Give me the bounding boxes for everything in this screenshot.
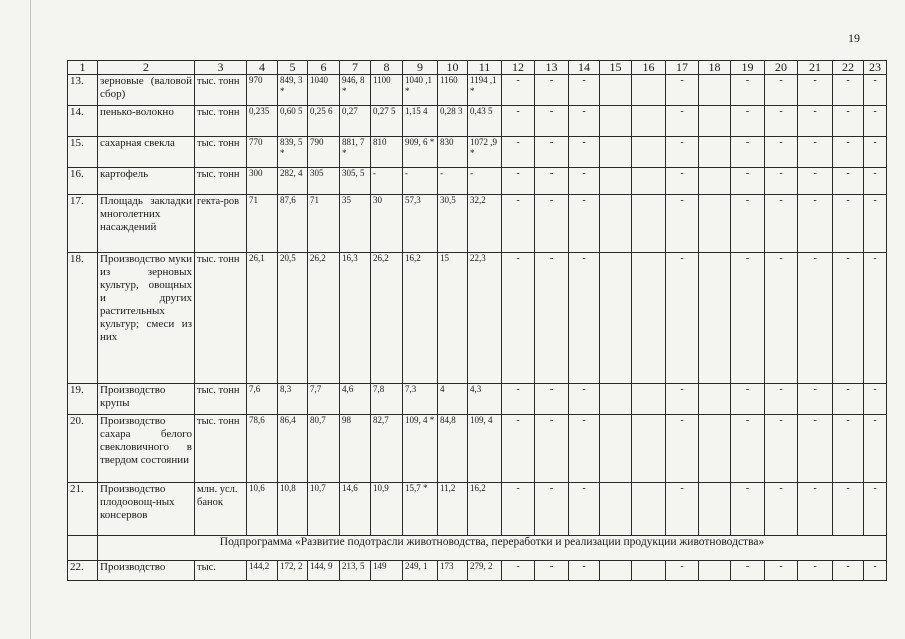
empty-value-cell bbox=[699, 253, 731, 384]
value-cell: 86,4 bbox=[278, 415, 308, 483]
empty-value-cell bbox=[699, 106, 731, 137]
row-index-cell: 19. bbox=[68, 384, 98, 415]
empty-value-cell: - bbox=[666, 106, 699, 137]
value-cell: 249, 1 bbox=[403, 561, 438, 581]
empty-value-cell: - bbox=[765, 195, 798, 253]
empty-value-cell: - bbox=[833, 483, 864, 536]
value-cell: 16,3 bbox=[340, 253, 371, 384]
value-cell: 770 bbox=[247, 137, 278, 168]
empty-value-cell bbox=[632, 75, 666, 106]
empty-value-cell bbox=[699, 384, 731, 415]
empty-value-cell: - bbox=[666, 253, 699, 384]
empty-value-cell: - bbox=[569, 137, 600, 168]
empty-value-cell: - bbox=[731, 137, 765, 168]
value-cell: 8,3 bbox=[278, 384, 308, 415]
value-cell: 1100 bbox=[371, 75, 403, 106]
value-cell: 970 bbox=[247, 75, 278, 106]
column-number-cell: 4 bbox=[247, 61, 278, 75]
value-cell: 300 bbox=[247, 168, 278, 195]
indicators-table bbox=[67, 60, 887, 581]
empty-value-cell bbox=[699, 483, 731, 536]
empty-value-cell: - bbox=[535, 384, 569, 415]
empty-value-cell: - bbox=[569, 195, 600, 253]
row-unit-cell: тыс. тонн bbox=[195, 384, 247, 415]
column-number-cell: 11 bbox=[468, 61, 502, 75]
row-index-cell: 17. bbox=[68, 195, 98, 253]
table-row bbox=[68, 137, 887, 168]
empty-value-cell: - bbox=[833, 561, 864, 581]
empty-value-cell: - bbox=[864, 137, 887, 168]
empty-value-cell: - bbox=[535, 195, 569, 253]
value-cell: 87,6 bbox=[278, 195, 308, 253]
empty-value-cell bbox=[632, 384, 666, 415]
value-cell: 839, 5 * bbox=[278, 137, 308, 168]
row-index-cell: 15. bbox=[68, 137, 98, 168]
row-name-cell: сахарная свекла bbox=[98, 137, 195, 168]
value-cell: 80,7 bbox=[308, 415, 340, 483]
value-cell: 10,9 bbox=[371, 483, 403, 536]
value-cell: 71 bbox=[308, 195, 340, 253]
value-cell: 830 bbox=[438, 137, 468, 168]
empty-value-cell: - bbox=[666, 137, 699, 168]
empty-value-cell: - bbox=[731, 106, 765, 137]
value-cell: 1040 ,1 * bbox=[403, 75, 438, 106]
empty-value-cell: - bbox=[731, 168, 765, 195]
column-number-row bbox=[68, 61, 887, 75]
row-name-cell: пенько-волокно bbox=[98, 106, 195, 137]
empty-value-cell: - bbox=[765, 384, 798, 415]
value-cell: 15,7 * bbox=[403, 483, 438, 536]
empty-value-cell: - bbox=[502, 168, 535, 195]
value-cell: 173 bbox=[438, 561, 468, 581]
row-name-cell: Площадь закладки многолетних насаждений bbox=[98, 195, 195, 253]
value-cell: 1040 bbox=[308, 75, 340, 106]
empty-value-cell: - bbox=[502, 137, 535, 168]
empty-value-cell bbox=[632, 168, 666, 195]
empty-value-cell: - bbox=[535, 483, 569, 536]
empty-value-cell: - bbox=[731, 253, 765, 384]
page-number: 19 bbox=[848, 31, 860, 45]
column-number-cell: 13 bbox=[535, 61, 569, 75]
empty-value-cell: - bbox=[569, 561, 600, 581]
empty-value-cell: - bbox=[798, 415, 833, 483]
binding-margin-line bbox=[30, 0, 31, 639]
row-name-cell: Производство крупы bbox=[98, 384, 195, 415]
column-number-cell: 2 bbox=[98, 61, 195, 75]
empty-value-cell: - bbox=[833, 415, 864, 483]
empty-value-cell: - bbox=[833, 253, 864, 384]
empty-value-cell: - bbox=[535, 253, 569, 384]
row-unit-cell: тыс. тонн bbox=[195, 415, 247, 483]
value-cell: 30 bbox=[371, 195, 403, 253]
column-number-cell: 19 bbox=[731, 61, 765, 75]
empty-value-cell bbox=[699, 75, 731, 106]
empty-value-cell bbox=[600, 75, 632, 106]
row-unit-cell: тыс. bbox=[195, 561, 247, 581]
subprogram-index-cell bbox=[68, 536, 98, 561]
value-cell: 14,6 bbox=[340, 483, 371, 536]
value-cell: 1072 ,9 * bbox=[468, 137, 502, 168]
value-cell: 109, 4 bbox=[468, 415, 502, 483]
value-cell: 30,5 bbox=[438, 195, 468, 253]
row-unit-cell: тыс. тонн bbox=[195, 137, 247, 168]
value-cell: 0,235 bbox=[247, 106, 278, 137]
empty-value-cell: - bbox=[535, 106, 569, 137]
empty-value-cell: - bbox=[833, 384, 864, 415]
table-row bbox=[68, 75, 887, 106]
value-cell: 16,2 bbox=[403, 253, 438, 384]
column-number-cell: 6 bbox=[308, 61, 340, 75]
value-cell: 35 bbox=[340, 195, 371, 253]
value-cell: 26,2 bbox=[308, 253, 340, 384]
empty-value-cell: - bbox=[666, 483, 699, 536]
column-number-cell: 18 bbox=[699, 61, 731, 75]
empty-value-cell: - bbox=[731, 561, 765, 581]
row-name-cell: зерновые (валовой сбор) bbox=[98, 75, 195, 106]
column-number-cell: 15 bbox=[600, 61, 632, 75]
empty-value-cell: - bbox=[502, 561, 535, 581]
row-index-cell: 20. bbox=[68, 415, 98, 483]
table-row bbox=[68, 384, 887, 415]
column-number-cell: 22 bbox=[833, 61, 864, 75]
empty-value-cell bbox=[699, 137, 731, 168]
empty-value-cell: - bbox=[731, 483, 765, 536]
empty-value-cell: - bbox=[798, 483, 833, 536]
value-cell: 10,6 bbox=[247, 483, 278, 536]
empty-value-cell: - bbox=[502, 253, 535, 384]
value-cell: 84,8 bbox=[438, 415, 468, 483]
empty-value-cell: - bbox=[765, 75, 798, 106]
empty-value-cell bbox=[632, 106, 666, 137]
empty-value-cell: - bbox=[765, 137, 798, 168]
row-unit-cell: тыс. тонн bbox=[195, 253, 247, 384]
row-unit-cell: тыс. тонн bbox=[195, 168, 247, 195]
empty-value-cell: - bbox=[765, 253, 798, 384]
value-cell: 1160 bbox=[438, 75, 468, 106]
empty-value-cell: - bbox=[864, 415, 887, 483]
empty-value-cell: - bbox=[535, 415, 569, 483]
column-number-cell: 23 bbox=[864, 61, 887, 75]
value-cell: 305, 5 bbox=[340, 168, 371, 195]
empty-value-cell: - bbox=[864, 106, 887, 137]
empty-value-cell: - bbox=[798, 384, 833, 415]
empty-value-cell: - bbox=[569, 75, 600, 106]
column-number-cell: 14 bbox=[569, 61, 600, 75]
empty-value-cell: - bbox=[864, 195, 887, 253]
column-number-cell: 5 bbox=[278, 61, 308, 75]
value-cell: 22,3 bbox=[468, 253, 502, 384]
value-cell: 109, 4 * bbox=[403, 415, 438, 483]
empty-value-cell bbox=[600, 168, 632, 195]
column-number-cell: 16 bbox=[632, 61, 666, 75]
column-number-cell: 9 bbox=[403, 61, 438, 75]
value-cell: 149 bbox=[371, 561, 403, 581]
empty-value-cell bbox=[632, 253, 666, 384]
empty-value-cell: - bbox=[765, 561, 798, 581]
empty-value-cell bbox=[600, 106, 632, 137]
value-cell: 1194 ,1 * bbox=[468, 75, 502, 106]
value-cell: - bbox=[468, 168, 502, 195]
value-cell: 172, 2 bbox=[278, 561, 308, 581]
empty-value-cell bbox=[600, 561, 632, 581]
row-index-cell: 16. bbox=[68, 168, 98, 195]
column-number-cell: 12 bbox=[502, 61, 535, 75]
empty-value-cell: - bbox=[798, 253, 833, 384]
row-name-cell: Производство сахара белого свекловичного в твердом состоянии bbox=[98, 415, 195, 483]
value-cell: 10,7 bbox=[308, 483, 340, 536]
empty-value-cell: - bbox=[765, 483, 798, 536]
empty-value-cell: - bbox=[731, 195, 765, 253]
empty-value-cell bbox=[632, 561, 666, 581]
empty-value-cell: - bbox=[666, 415, 699, 483]
column-number-cell: 17 bbox=[666, 61, 699, 75]
value-cell: 57,3 bbox=[403, 195, 438, 253]
empty-value-cell: - bbox=[833, 195, 864, 253]
empty-value-cell: - bbox=[502, 195, 535, 253]
row-unit-cell: тыс. тонн bbox=[195, 106, 247, 137]
empty-value-cell: - bbox=[798, 137, 833, 168]
empty-value-cell bbox=[699, 195, 731, 253]
empty-value-cell: - bbox=[765, 168, 798, 195]
row-index-cell: 13. bbox=[68, 75, 98, 106]
empty-value-cell bbox=[632, 415, 666, 483]
value-cell: 213, 5 bbox=[340, 561, 371, 581]
empty-value-cell: - bbox=[798, 75, 833, 106]
column-number-cell: 8 bbox=[371, 61, 403, 75]
value-cell: - bbox=[371, 168, 403, 195]
value-cell: 16,2 bbox=[468, 483, 502, 536]
value-cell: 810 bbox=[371, 137, 403, 168]
value-cell: 7,6 bbox=[247, 384, 278, 415]
column-number-cell: 3 bbox=[195, 61, 247, 75]
empty-value-cell: - bbox=[666, 384, 699, 415]
column-number-cell: 1 bbox=[68, 61, 98, 75]
value-cell: 305 bbox=[308, 168, 340, 195]
empty-value-cell: - bbox=[864, 561, 887, 581]
empty-value-cell: - bbox=[502, 384, 535, 415]
row-index-cell: 14. bbox=[68, 106, 98, 137]
subprogram-row bbox=[68, 536, 887, 561]
empty-value-cell: - bbox=[569, 384, 600, 415]
value-cell: 98 bbox=[340, 415, 371, 483]
value-cell: 0,27 5 bbox=[371, 106, 403, 137]
value-cell: 1,15 4 bbox=[403, 106, 438, 137]
empty-value-cell: - bbox=[666, 195, 699, 253]
empty-value-cell bbox=[600, 384, 632, 415]
table-row bbox=[68, 561, 887, 581]
empty-value-cell bbox=[600, 483, 632, 536]
empty-value-cell: - bbox=[864, 384, 887, 415]
value-cell: 32,2 bbox=[468, 195, 502, 253]
empty-value-cell: - bbox=[833, 106, 864, 137]
empty-value-cell: - bbox=[535, 168, 569, 195]
table-row bbox=[68, 483, 887, 536]
value-cell: 26,1 bbox=[247, 253, 278, 384]
value-cell: 144, 9 bbox=[308, 561, 340, 581]
empty-value-cell: - bbox=[502, 75, 535, 106]
empty-value-cell bbox=[600, 195, 632, 253]
value-cell: 7,3 bbox=[403, 384, 438, 415]
empty-value-cell: - bbox=[535, 137, 569, 168]
empty-value-cell bbox=[699, 168, 731, 195]
value-cell: 0,27 bbox=[340, 106, 371, 137]
value-cell: 78,6 bbox=[247, 415, 278, 483]
row-name-cell: Производство bbox=[98, 561, 195, 581]
value-cell: 71 bbox=[247, 195, 278, 253]
empty-value-cell: - bbox=[535, 75, 569, 106]
value-cell: 279, 2 bbox=[468, 561, 502, 581]
empty-value-cell: - bbox=[502, 106, 535, 137]
value-cell: 82,7 bbox=[371, 415, 403, 483]
value-cell: 881, 7 * bbox=[340, 137, 371, 168]
value-cell: 282, 4 bbox=[278, 168, 308, 195]
empty-value-cell: - bbox=[798, 195, 833, 253]
subprogram-title: Подпрограмма «Развитие подотрасли животноводства, переработки и реализации продукции животноводства» bbox=[98, 536, 887, 561]
empty-value-cell: - bbox=[569, 253, 600, 384]
row-unit-cell: гекта-ров bbox=[195, 195, 247, 253]
value-cell: 11,2 bbox=[438, 483, 468, 536]
value-cell: 0,28 3 bbox=[438, 106, 468, 137]
value-cell: 10,8 bbox=[278, 483, 308, 536]
empty-value-cell: - bbox=[864, 75, 887, 106]
row-unit-cell: тыс. тонн bbox=[195, 75, 247, 106]
value-cell: 946, 8 * bbox=[340, 75, 371, 106]
value-cell: - bbox=[438, 168, 468, 195]
empty-value-cell: - bbox=[502, 483, 535, 536]
column-number-cell: 10 bbox=[438, 61, 468, 75]
empty-value-cell bbox=[600, 137, 632, 168]
empty-value-cell: - bbox=[833, 137, 864, 168]
empty-value-cell: - bbox=[765, 415, 798, 483]
empty-value-cell: - bbox=[569, 106, 600, 137]
value-cell: - bbox=[403, 168, 438, 195]
table-row bbox=[68, 415, 887, 483]
row-name-cell: картофель bbox=[98, 168, 195, 195]
value-cell: 7,8 bbox=[371, 384, 403, 415]
value-cell: 4,3 bbox=[468, 384, 502, 415]
value-cell: 790 bbox=[308, 137, 340, 168]
empty-value-cell bbox=[632, 483, 666, 536]
empty-value-cell: - bbox=[731, 415, 765, 483]
empty-value-cell: - bbox=[798, 106, 833, 137]
value-cell: 0,60 5 bbox=[278, 106, 308, 137]
empty-value-cell: - bbox=[833, 168, 864, 195]
empty-value-cell: - bbox=[666, 168, 699, 195]
value-cell: 15 bbox=[438, 253, 468, 384]
empty-value-cell: - bbox=[569, 483, 600, 536]
empty-value-cell: - bbox=[535, 561, 569, 581]
value-cell: 0,25 6 bbox=[308, 106, 340, 137]
empty-value-cell bbox=[699, 561, 731, 581]
row-index-cell: 21. bbox=[68, 483, 98, 536]
row-unit-cell: млн. усл. банок bbox=[195, 483, 247, 536]
empty-value-cell bbox=[632, 195, 666, 253]
empty-value-cell: - bbox=[666, 561, 699, 581]
empty-value-cell: - bbox=[765, 106, 798, 137]
table-row bbox=[68, 253, 887, 384]
row-name-cell: Производство плодоовощ-ных консервов bbox=[98, 483, 195, 536]
empty-value-cell bbox=[699, 415, 731, 483]
empty-value-cell bbox=[632, 137, 666, 168]
empty-value-cell: - bbox=[731, 384, 765, 415]
empty-value-cell: - bbox=[864, 168, 887, 195]
value-cell: 144,2 bbox=[247, 561, 278, 581]
value-cell: 26,2 bbox=[371, 253, 403, 384]
empty-value-cell: - bbox=[798, 168, 833, 195]
empty-value-cell bbox=[600, 253, 632, 384]
empty-value-cell: - bbox=[502, 415, 535, 483]
empty-value-cell: - bbox=[569, 415, 600, 483]
row-index-cell: 18. bbox=[68, 253, 98, 384]
column-number-cell: 20 bbox=[765, 61, 798, 75]
empty-value-cell: - bbox=[864, 483, 887, 536]
table-row bbox=[68, 168, 887, 195]
row-index-cell: 22. bbox=[68, 561, 98, 581]
value-cell: 4,6 bbox=[340, 384, 371, 415]
value-cell: 909, 6 * bbox=[403, 137, 438, 168]
empty-value-cell: - bbox=[666, 75, 699, 106]
empty-value-cell: - bbox=[864, 253, 887, 384]
column-number-cell: 21 bbox=[798, 61, 833, 75]
value-cell: 4 bbox=[438, 384, 468, 415]
table-row bbox=[68, 195, 887, 253]
row-name-cell: Производство муки из зерновых культур, овощных и других растительных культур; смеси из них bbox=[98, 253, 195, 384]
empty-value-cell bbox=[600, 415, 632, 483]
empty-value-cell: - bbox=[833, 75, 864, 106]
column-number-cell: 7 bbox=[340, 61, 371, 75]
empty-value-cell: - bbox=[569, 168, 600, 195]
empty-value-cell: - bbox=[731, 75, 765, 106]
value-cell: 20,5 bbox=[278, 253, 308, 384]
table-row bbox=[68, 106, 887, 137]
value-cell: 0,43 5 bbox=[468, 106, 502, 137]
value-cell: 7,7 bbox=[308, 384, 340, 415]
value-cell: 849, 3 * bbox=[278, 75, 308, 106]
empty-value-cell: - bbox=[798, 561, 833, 581]
